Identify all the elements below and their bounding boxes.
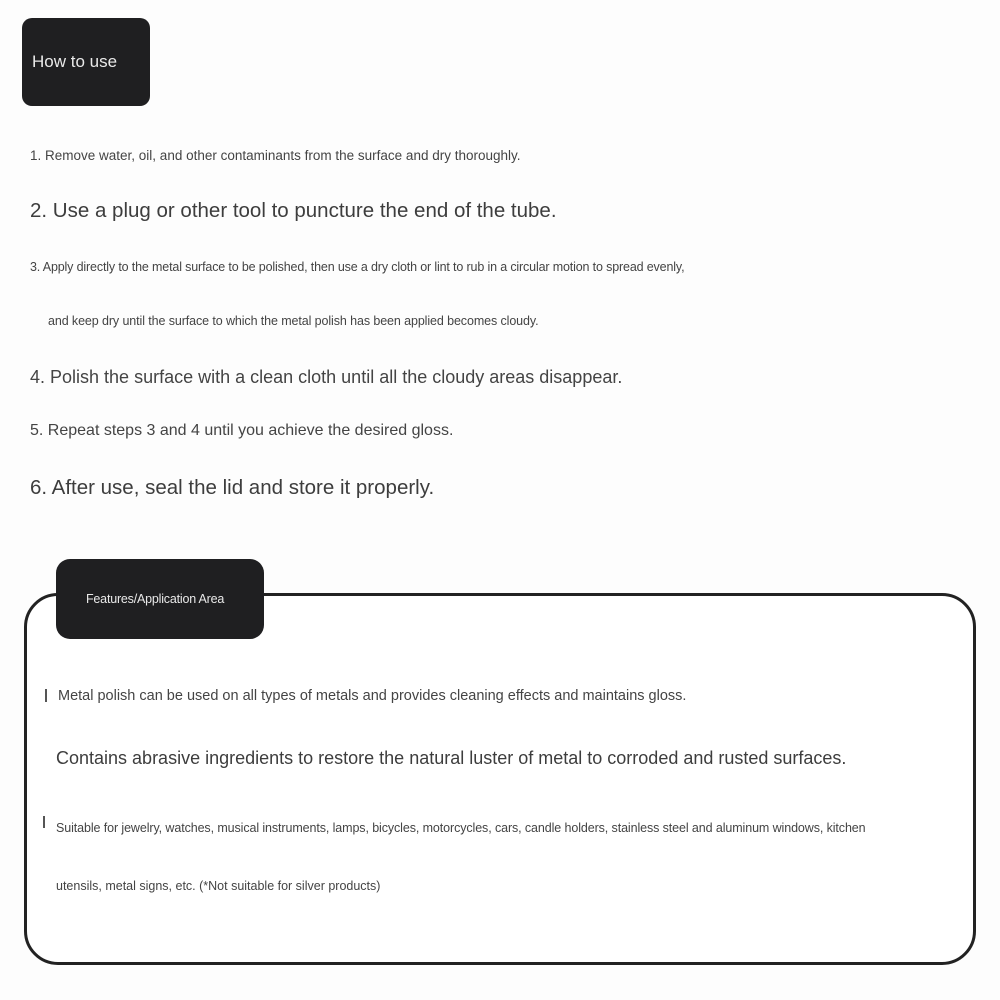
feature-item-1: Metal polish can be used on all types of metals and provides cleaning effects and maintains gloss. — [58, 688, 687, 704]
how-to-use-title: How to use — [32, 52, 118, 71]
features-heading — [56, 559, 264, 639]
step-6: 6. After use, seal the lid and store it properly. — [30, 476, 435, 499]
feature-item-2: Contains abrasive ingredients to restore the natural luster of metal to corroded and rusted surfaces. — [56, 748, 847, 768]
feature-item-3-line-2: utensils, metal signs, etc. (*Not suitable for silver products) — [56, 879, 381, 893]
step-1: 1. Remove water, oil, and other contaminants from the surface and dry thoroughly. — [30, 148, 521, 163]
feature-item-3-line-1: Suitable for jewelry, watches, musical instruments, lamps, bicycles, motorcycles, cars, candle holders, stainless steel and aluminum windows, kitchen — [56, 821, 866, 835]
step-4: 4. Polish the surface with a clean cloth until all the cloudy areas disappear. — [30, 367, 623, 387]
bullet-marker-1 — [45, 689, 47, 702]
step-2: 2. Use a plug or other tool to puncture the end of the tube. — [30, 199, 557, 222]
step-3-line-2: and keep dry until the surface to which the metal polish has been applied becomes cloudy. — [48, 314, 539, 328]
features-title: Features/Application Area — [86, 592, 225, 606]
bullet-marker-3 — [43, 816, 45, 828]
how-to-use-heading — [22, 18, 150, 106]
features-panel — [24, 593, 976, 965]
step-5: 5. Repeat steps 3 and 4 until you achieve the desired gloss. — [30, 422, 454, 439]
step-3-line-1: 3. Apply directly to the metal surface to be polished, then use a dry cloth or lint to rub in a circular motion to spread evenly, — [30, 260, 685, 274]
